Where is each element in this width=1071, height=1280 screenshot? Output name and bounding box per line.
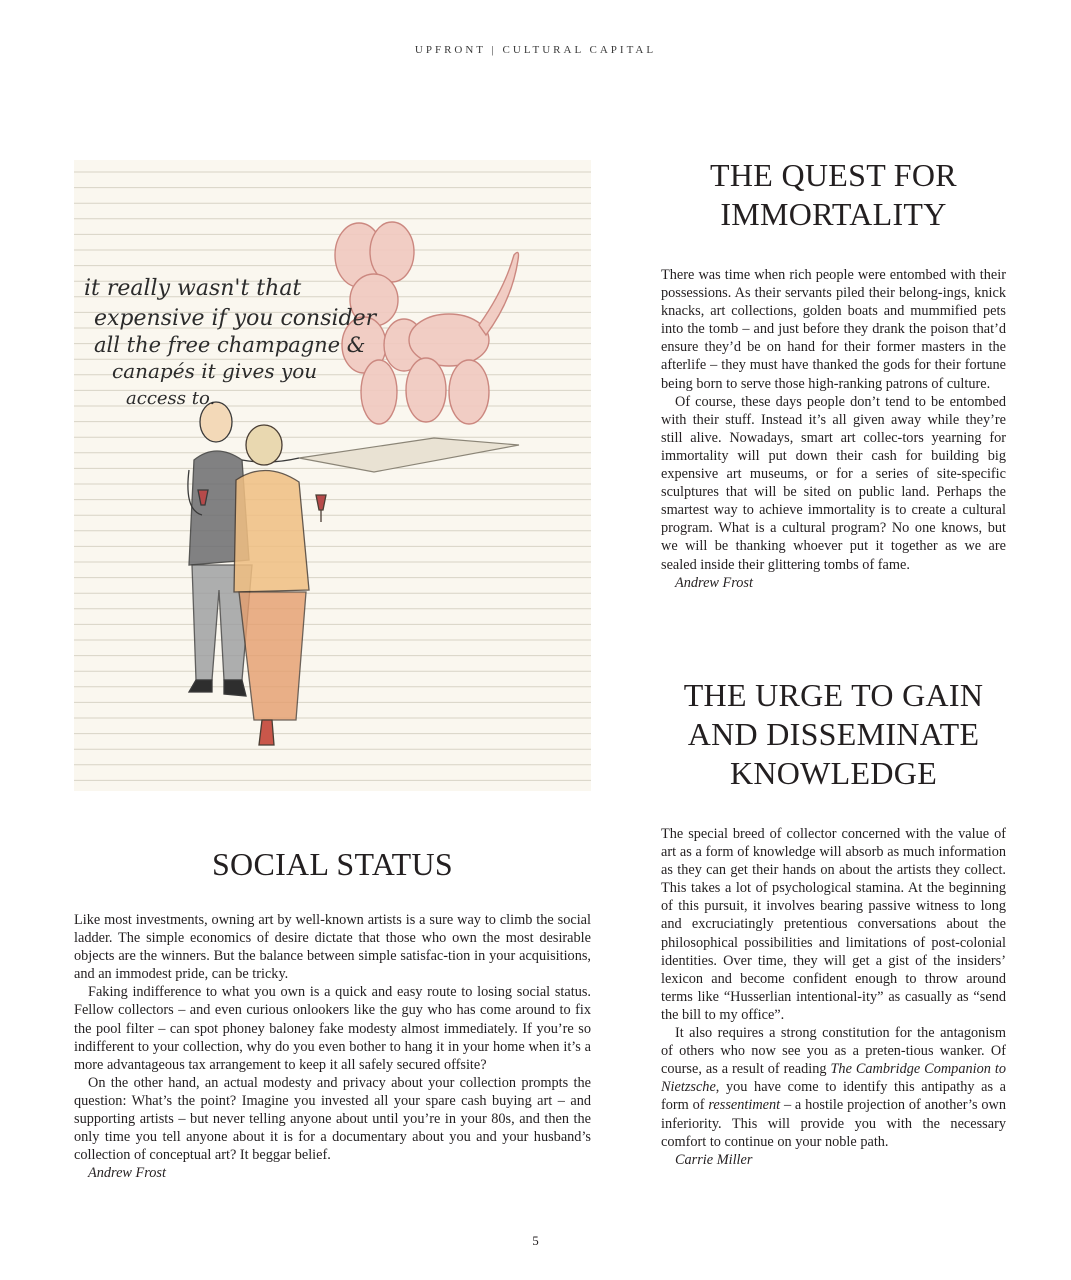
illustration xyxy=(74,160,591,791)
article-title: THE QUEST FOR IMMORTALITY xyxy=(710,157,957,232)
sketch-drawing xyxy=(74,160,591,791)
italic-term: ressentiment xyxy=(708,1097,781,1114)
article-quest-for-immortality xyxy=(661,156,1006,592)
caption-line-2: expensive if you consider xyxy=(94,306,377,331)
article-paragraph: Of course, these days people don’t tend to be entombed with their stuff. Instead it’s all given away while they’re still alive. Nowadays, smart art collec-tors yearning for immortality will put down their cash for building big expensive art museums, or for a series of site-specific sculptures that will be sited on public land. Perhaps the smartest way to achieve immortality is to create a cultural program. What is a cultural program? No one knows, but we will be thanking whoever put it together as we are sealed inside their glittering tombs of fame. xyxy=(661,393,1006,573)
handwritten-caption xyxy=(84,276,378,409)
paragraph-text: , you have come to identify this antipathy as a form of xyxy=(661,1079,1006,1114)
plinth xyxy=(299,438,519,472)
article-paragraph xyxy=(661,1024,1006,1151)
caption-line-5: access to. xyxy=(126,388,216,409)
article-urge-to-gain-knowledge xyxy=(661,676,1006,1169)
caption-line-3: all the free champagne & xyxy=(94,333,366,357)
paragraph-text: – a hostile projection of another’s own inferiority. This will provide you with the necessary comfort to continue on your noble path. xyxy=(661,1097,1006,1150)
article-paragraph: Faking indifference to what you own is a quick and easy route to losing social status. Fellow collectors – and even curious onlookers like the guy who has come around to fix the pool filter – can spot phoney baloney fake modesty almost immediately. If you’re so indifferent to your collection, why do you even bother to hang it in your home when it’s a more advantageous tax arrangement to keep it all safely secured offsite? xyxy=(74,984,591,1073)
article-paragraph: On the other hand, an actual modesty and privacy about your collection prompts the question: What’s the point? Imagine you invested all your spare cash buying art – and supporting artists – but never telling anyone about until you’re in your 80s, and then the only time you tell anyone about it is for a documentary about you and your husband’s collection of conceptual art? It beggar belief. xyxy=(74,1074,591,1164)
article-title: SOCIAL STATUS xyxy=(211,846,454,882)
caption-line-4: canapés it gives you xyxy=(112,359,318,383)
article-byline: Carrie Miller xyxy=(675,1151,753,1168)
article-title: THE URGE TO GAIN AND DISSEMINATE KNOWLEDGE xyxy=(683,677,984,791)
article-paragraph: There was time when rich people were entombed with their possessions. As their servants piled their belong-ings, knick knacks, art collections, golden boats and mummified pets into the tomb – and just before they drank the poison that’d ensure they’d be on hand for their former masters in the afterlife – they must have thanked the gods for their fortune being born to serve those high-ranking patrons of culture. xyxy=(661,267,1006,392)
page-number: 5 xyxy=(532,1233,539,1248)
article-byline: Andrew Frost xyxy=(88,1165,166,1182)
article-social-status xyxy=(74,845,591,1182)
caption-line-1: it really wasn't that xyxy=(84,276,302,301)
article-paragraph: Like most investments, owning art by well-known artists is a sure way to climb the social ladder. The simple economics of desire dictate that those who own the most desirable objects are the winners. But the balance between simple satisfac-tion in your acquisitions, and an immodest pride, can be tricky. xyxy=(74,912,591,983)
article-byline: Andrew Frost xyxy=(675,574,753,591)
running-head: UPFRONT | CULTURAL CAPITAL xyxy=(414,44,657,56)
woman-figure xyxy=(234,425,326,745)
paragraph-text: It also requires a strong constitution for the antagonism of others who now see you as a preten-tious wanker. Of course, as a result of reading xyxy=(661,1025,1006,1078)
book-title: The Cambridge Companion to Nietzsche xyxy=(661,1061,1006,1096)
article-paragraph: The special breed of collector concerned with the value of art as a form of knowledge will absorb as much information as they can get their hands on about the artists they collect. This takes a lot of psychological stamina. At the beginning of this pursuit, it involves bearing passive witness to long and excruciatingly pretentious conversations about the philosophical possibilities and limitations of post-colonial identities. Over time, they will get a gist of the insiders’ lexicon and become confident enough to throw around terms like “Husserlian intentional-ity” as casually as “send the bill to my office”. xyxy=(661,826,1006,1023)
